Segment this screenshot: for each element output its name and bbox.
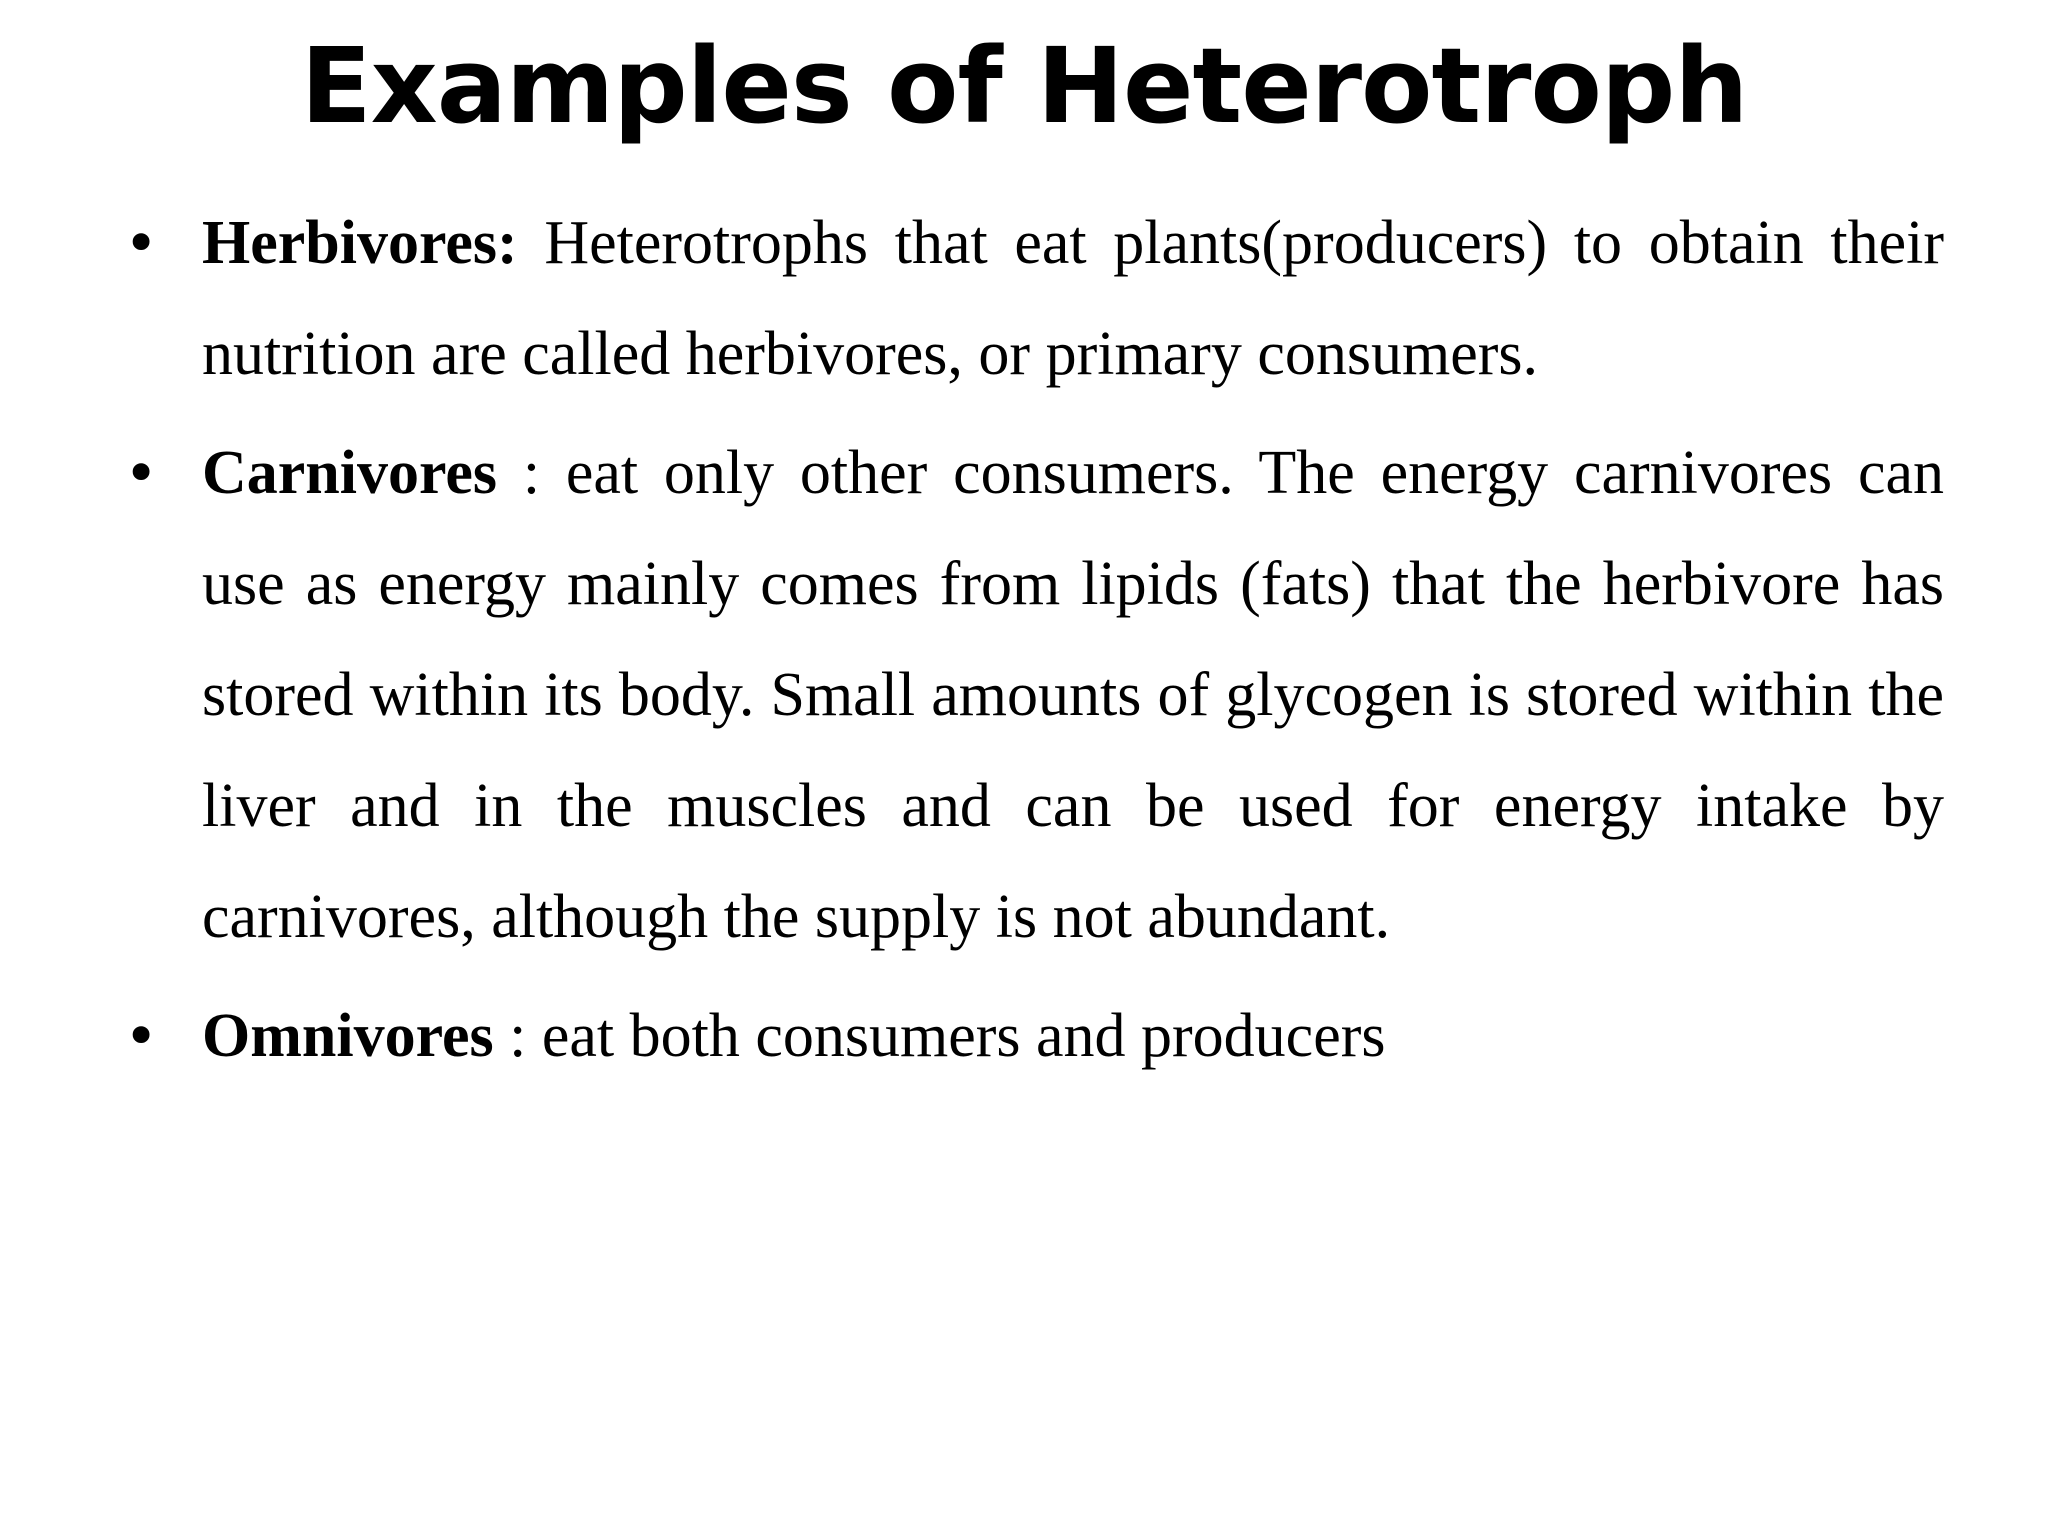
bullet-omnivores [124, 981, 1944, 1092]
bullet-term: Carnivores [202, 439, 498, 507]
bullet-term: Omnivores [202, 1002, 494, 1070]
bullet-text: Heterotrophs that eat plants(producers) to obtain their nutrition are called herbivores, or primary consumers. [202, 209, 1944, 388]
bullet-list [124, 188, 1944, 1100]
bullet-carnivores [124, 418, 1944, 973]
bullet-dot-icon: • [124, 209, 159, 277]
slide-title: Examples of Heterotroph [300, 25, 1748, 147]
bullet-herbivores [124, 188, 1944, 410]
bullet-text: : eat only other consumers. The energy carnivores can use as energy mainly comes from lipids (fats) that the herbivore has stored within its body. Small amounts of glycogen is stored within the liver and in the muscles and can be used for energy intake by carnivores, although the supply is not abundant. [202, 439, 1944, 951]
bullet-dot-icon: • [124, 439, 159, 507]
bullet-term: Herbivores: [202, 209, 518, 277]
bullet-dot-icon: • [124, 1002, 159, 1070]
bullet-text: : eat both consumers and producers [493, 1002, 1386, 1070]
